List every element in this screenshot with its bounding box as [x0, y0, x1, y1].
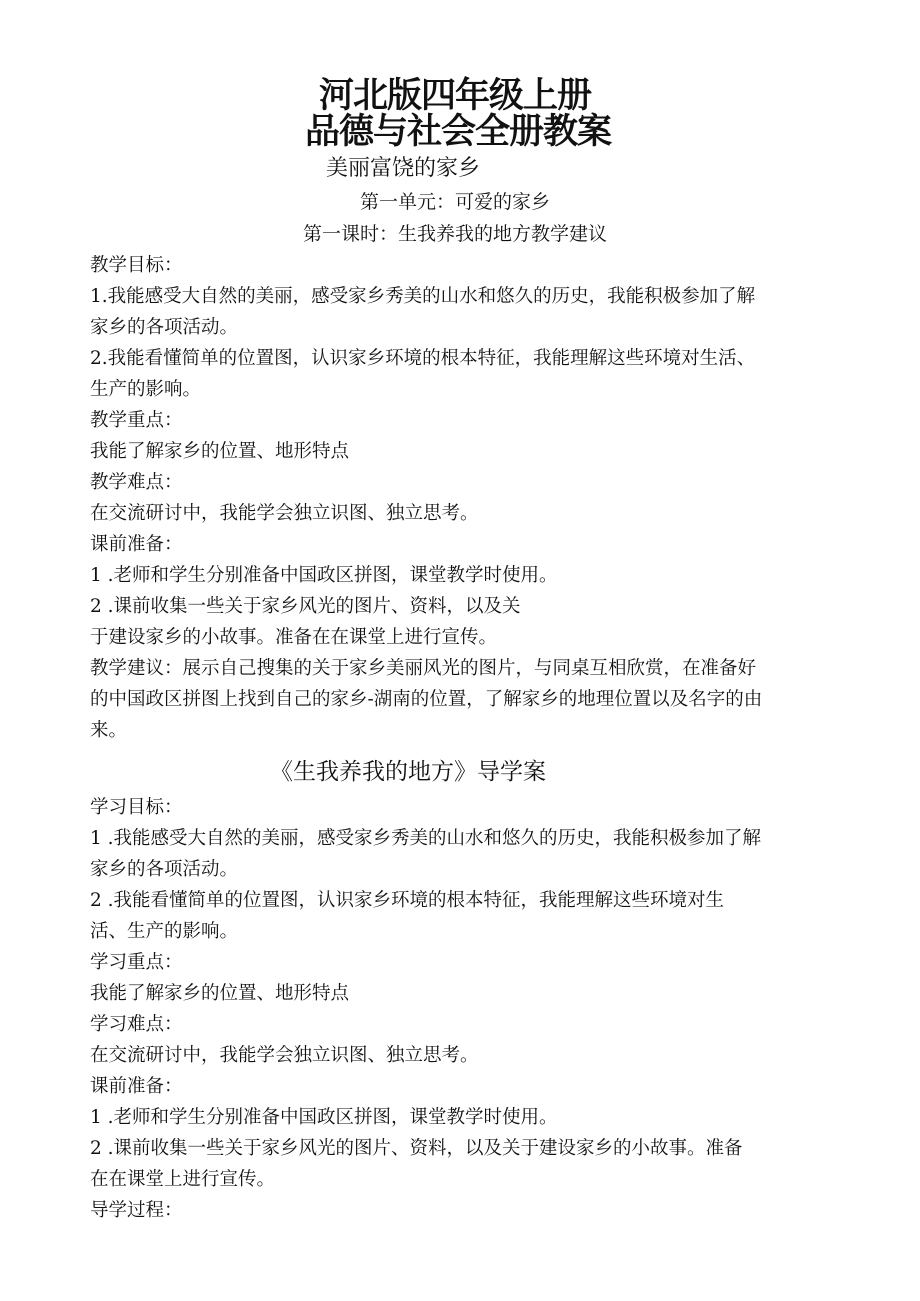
text-line: 在交流研讨中，我能学会独立识图、独立思考。	[90, 503, 479, 524]
text-line: 教学重点：	[90, 410, 183, 431]
subtitle: 美丽富饶的家乡	[326, 156, 481, 181]
text-line: 学习重点：	[90, 952, 183, 973]
text-line: 学习目标：	[90, 797, 183, 818]
text-line: 于建设家乡的小故事。准备在在课堂上进行宣传。	[90, 627, 498, 648]
text-line: 导学过程：	[90, 1200, 183, 1221]
title-line-2: 品德与社会全册教案	[304, 112, 611, 152]
text-line: 课前准备：	[90, 1076, 183, 1097]
text-line: 活、生产的影响。	[90, 921, 239, 942]
teaching-suggestion-section	[90, 250, 820, 746]
text-line: 家乡的各项活动。	[90, 859, 239, 880]
unit-heading: 第一单元：可爱的家乡	[359, 191, 550, 213]
lesson-heading: 第一课时：生我养我的地方教学建议	[302, 223, 607, 245]
text-line: 2 .课前收集一些关于家乡风光的图片、资料，以及关于建设家乡的小故事。准备	[90, 1138, 743, 1159]
text-line: 1 .我能感受大自然的美丽，感受家乡秀美的山水和悠久的历史，我能积极参加了解	[90, 828, 762, 849]
text-line: 我能了解家乡的位置、地形特点	[90, 983, 350, 1004]
text-line: 的中国政区拼图上找到自己的家乡-湖南的位置，了解家乡的地理位置以及名字的由	[90, 689, 763, 710]
text-line: 2 .课前收集一些关于家乡风光的图片、资料，以及关	[90, 596, 521, 617]
text-line: 学习难点：	[90, 1014, 183, 1035]
text-line: 来。	[90, 720, 128, 741]
text-line: 2 .我能看懂简单的位置图，认识家乡环境的根本特征，我能理解这些环境对生	[90, 890, 725, 911]
title-line-1: 河北版四年级上册	[318, 76, 591, 116]
text-line: 1.我能感受大自然的美丽，感受家乡秀美的山水和悠久的历史，我能积极参加了解	[90, 286, 756, 307]
text-line: 我能了解家乡的位置、地形特点	[90, 441, 350, 462]
text-line: 家乡的各项活动。	[90, 317, 239, 338]
text-line: 生产的影响。	[90, 379, 202, 400]
text-line: 课前准备：	[90, 534, 183, 555]
text-line: 教学建议：展示自己搜集的关于家乡美丽风光的图片，与同桌互相欣赏，在准备好	[90, 658, 757, 679]
text-line: 在在课堂上进行宣传。	[90, 1169, 276, 1190]
text-line: 2.我能看懂简单的位置图，认识家乡环境的根本特征，我能理解这些环境对生活、	[90, 348, 756, 369]
text-line: 在交流研讨中，我能学会独立识图、独立思考。	[90, 1045, 479, 1066]
section-2-title: 《生我养我的地方》导学案	[270, 759, 546, 785]
text-line: 1 .老师和学生分别准备中国政区拼图，课堂教学时使用。	[90, 1107, 558, 1128]
document-title	[90, 78, 820, 150]
text-line: 教学难点：	[90, 472, 183, 493]
text-line: 教学目标：	[90, 255, 183, 276]
study-guide-section	[90, 792, 820, 1226]
text-line: 1 .老师和学生分别准备中国政区拼图，课堂教学时使用。	[90, 565, 558, 586]
